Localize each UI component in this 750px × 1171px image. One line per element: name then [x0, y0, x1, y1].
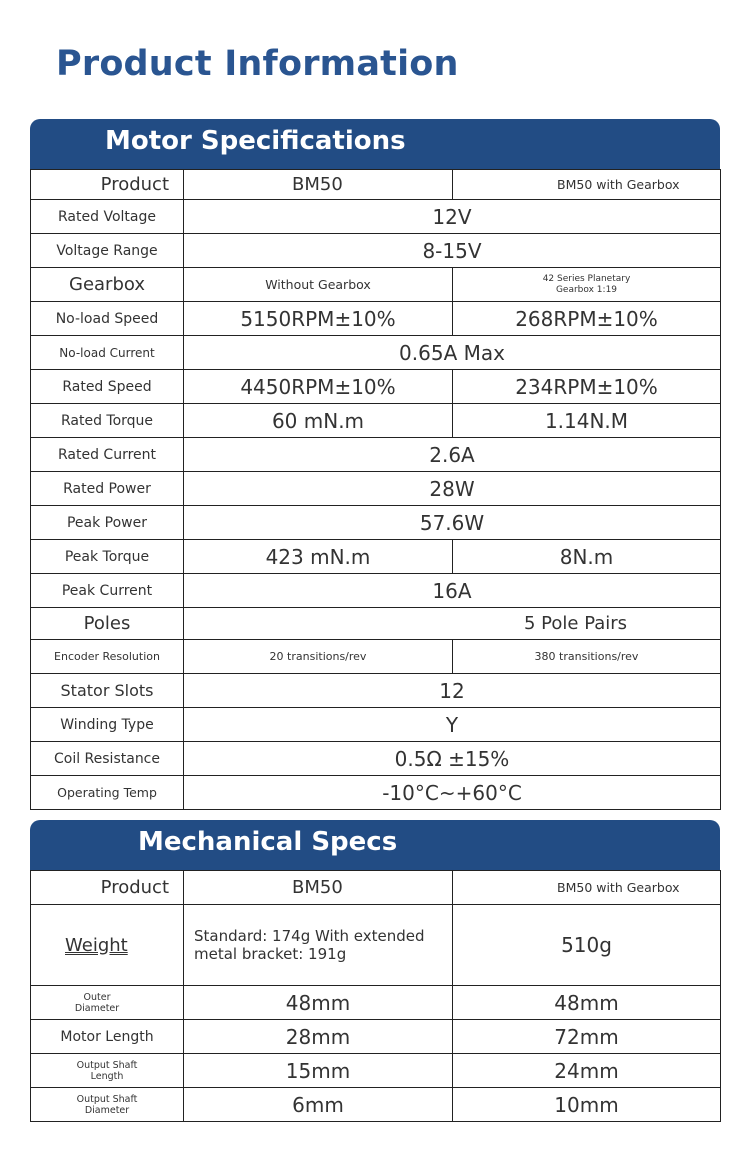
cell-value: 60 mN.m: [184, 404, 453, 438]
cell-value: 48mm: [453, 986, 721, 1020]
row-label: [31, 905, 184, 986]
cell-value: 42 Series Planetary Gearbox 1:19: [453, 268, 721, 302]
cell-value: Standard: 174g With extended metal bracket: 191g: [184, 905, 453, 986]
cell-value: 423 mN.m: [184, 540, 453, 574]
table-row: [31, 404, 721, 438]
row-label: Peak Power: [31, 506, 184, 540]
cell-value: 8-15V: [184, 234, 721, 268]
cell-value: 234RPM±10%: [453, 370, 721, 404]
cell-value: 10mm: [453, 1088, 721, 1122]
cell-value: 57.6W: [184, 506, 721, 540]
cell-value: 28W: [184, 472, 721, 506]
row-label: Operating Temp: [31, 776, 184, 810]
motor-specifications-title: Motor Specifications: [105, 126, 406, 156]
cell-value: 8N.m: [453, 540, 721, 574]
table-row: [31, 640, 721, 674]
row-label: Product: [31, 871, 184, 905]
cell-value: 15mm: [184, 1054, 453, 1088]
table-row: [31, 905, 721, 986]
row-label: Encoder Resolution: [31, 640, 184, 674]
motor-specifications-header: [30, 119, 720, 169]
cell-value: 20 transitions/rev: [184, 640, 453, 674]
table-row: [31, 608, 721, 640]
row-label: Gearbox: [31, 268, 184, 302]
table-row: [31, 1054, 721, 1088]
cell-value: 5 Pole Pairs: [184, 608, 721, 640]
table-row: [31, 574, 721, 608]
cell-value: 268RPM±10%: [453, 302, 721, 336]
row-label: Rated Torque: [31, 404, 184, 438]
cell-value: 2.6A: [184, 438, 721, 472]
row-label: Winding Type: [31, 708, 184, 742]
cell-value: 0.5Ω ±15%: [184, 742, 721, 776]
table-row: [31, 268, 721, 302]
table-row: [31, 370, 721, 404]
cell-value: BM50 with Gearbox: [453, 170, 721, 200]
cell-value: 6mm: [184, 1088, 453, 1122]
cell-value: Without Gearbox: [184, 268, 453, 302]
cell-value: BM50: [184, 871, 453, 905]
cell-value: 5150RPM±10%: [184, 302, 453, 336]
row-label: Poles: [31, 608, 184, 640]
row-label: Peak Current: [31, 574, 184, 608]
table-row: [31, 170, 721, 200]
page-title: Product Information: [56, 44, 459, 84]
row-label: Peak Torque: [31, 540, 184, 574]
row-label: Rated Power: [31, 472, 184, 506]
row-label: Product: [31, 170, 184, 200]
table-row: [31, 336, 721, 370]
cell-value: 16A: [184, 574, 721, 608]
mechanical-specs-header: [30, 820, 720, 870]
table-row: [31, 986, 721, 1020]
row-label: Stator Slots: [31, 674, 184, 708]
row-label: Motor Length: [31, 1020, 184, 1054]
table-row: [31, 742, 721, 776]
row-label: Output Shaft Length: [31, 1054, 184, 1088]
cell-value: 48mm: [184, 986, 453, 1020]
cell-value: 0.65A Max: [184, 336, 721, 370]
table-row: [31, 674, 721, 708]
cell-value: BM50: [184, 170, 453, 200]
table-row: [31, 438, 721, 472]
row-label: Coil Resistance: [31, 742, 184, 776]
table-row: [31, 302, 721, 336]
table-row: [31, 776, 721, 810]
row-label: Outer Diameter: [31, 986, 184, 1020]
cell-value: 28mm: [184, 1020, 453, 1054]
cell-value: 24mm: [453, 1054, 721, 1088]
mechanical-specs-title: Mechanical Specs: [138, 827, 398, 857]
cell-value: 510g: [453, 905, 721, 986]
table-row: [31, 506, 721, 540]
row-label: Rated Current: [31, 438, 184, 472]
table-row: [31, 708, 721, 742]
table-row: [31, 540, 721, 574]
cell-value: 4450RPM±10%: [184, 370, 453, 404]
row-label: No-load Current: [31, 336, 184, 370]
cell-value: 1.14N.M: [453, 404, 721, 438]
motor-specifications-table: [30, 119, 720, 810]
cell-value: Y: [184, 708, 721, 742]
table-row: [31, 472, 721, 506]
table-row: [31, 200, 721, 234]
cell-value: BM50 with Gearbox: [453, 871, 721, 905]
table-row: [31, 234, 721, 268]
table-row: [31, 871, 721, 905]
cell-value: 12V: [184, 200, 721, 234]
table-row: [31, 1020, 721, 1054]
row-label: No-load Speed: [31, 302, 184, 336]
row-label: Output Shaft Diameter: [31, 1088, 184, 1122]
row-label: Voltage Range: [31, 234, 184, 268]
mechanical-specs-table: [30, 820, 720, 1122]
row-label: Rated Voltage: [31, 200, 184, 234]
weight-label: Weight: [65, 934, 128, 956]
table-row: [31, 1088, 721, 1122]
cell-value: -10°C~+60°C: [184, 776, 721, 810]
cell-value: 72mm: [453, 1020, 721, 1054]
row-label: Rated Speed: [31, 370, 184, 404]
cell-value: 12: [184, 674, 721, 708]
cell-value: 380 transitions/rev: [453, 640, 721, 674]
